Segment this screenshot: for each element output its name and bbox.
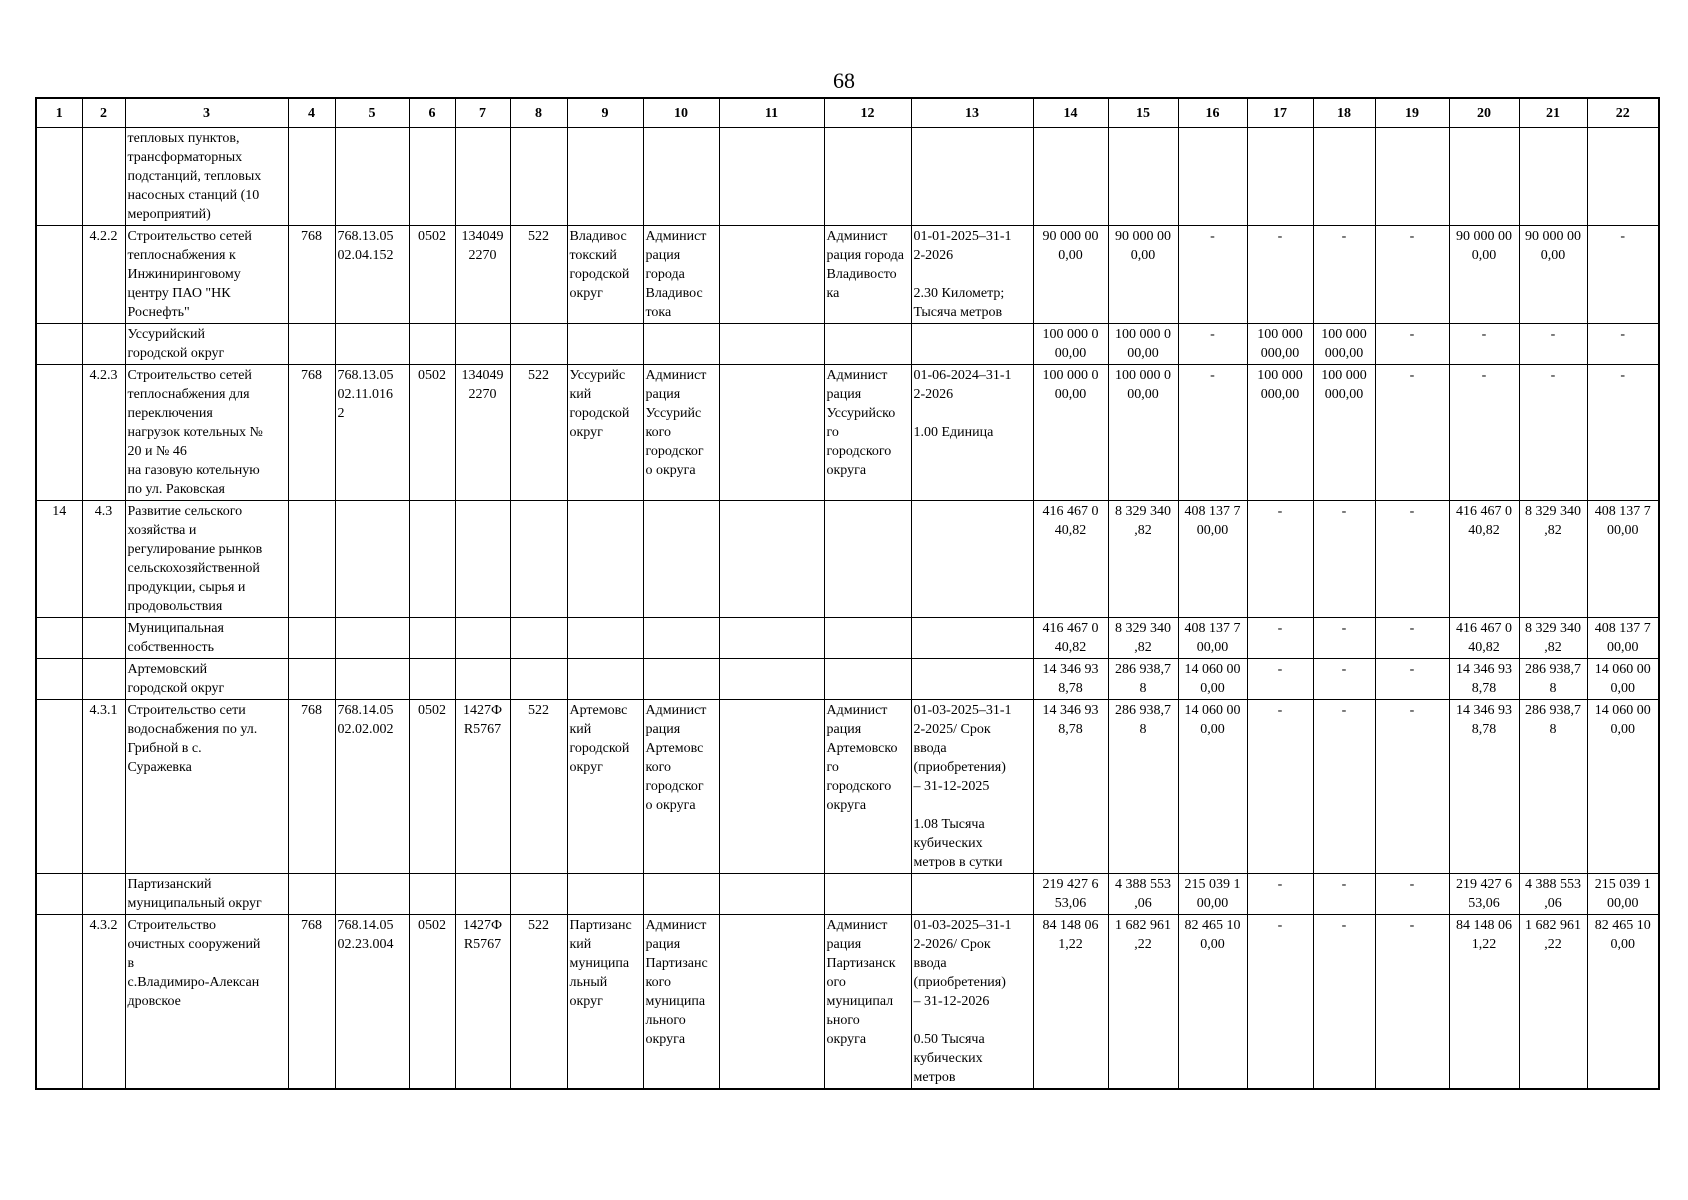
- table-cell: [36, 618, 82, 659]
- table-cell: -: [1247, 874, 1313, 915]
- column-header: 7: [455, 98, 510, 128]
- table-row: [36, 915, 1659, 1090]
- table-cell: [335, 501, 409, 618]
- table-cell: [510, 659, 567, 700]
- table-cell: [409, 128, 455, 226]
- table-cell: -: [1375, 226, 1449, 324]
- table-cell: 416 467 0 40,82: [1033, 501, 1108, 618]
- column-header: 4: [288, 98, 335, 128]
- table-cell: [1033, 128, 1108, 226]
- table-cell: [567, 659, 643, 700]
- table-cell: 4.2.3: [82, 365, 125, 501]
- table-cell: [82, 128, 125, 226]
- table-cell: -: [1178, 365, 1247, 501]
- table-cell: -: [1247, 618, 1313, 659]
- table-cell: [82, 659, 125, 700]
- column-header: 8: [510, 98, 567, 128]
- table-cell: [288, 128, 335, 226]
- column-header: 11: [719, 98, 824, 128]
- budget-table: [35, 97, 1660, 1090]
- table-cell: -: [1375, 874, 1449, 915]
- table-cell: [643, 618, 719, 659]
- table-cell: 01-06-2024–31-1 2-2026 1.00 Единица: [911, 365, 1033, 501]
- table-cell: Владивос токский городской округ: [567, 226, 643, 324]
- table-cell: -: [1375, 700, 1449, 874]
- table-row: [36, 365, 1659, 501]
- table-cell: 14: [36, 501, 82, 618]
- table-cell: [36, 324, 82, 365]
- table-cell: 408 137 7 00,00: [1178, 618, 1247, 659]
- table-cell: [824, 618, 911, 659]
- table-cell: 4.3: [82, 501, 125, 618]
- table-cell: [1449, 128, 1519, 226]
- table-row: [36, 874, 1659, 915]
- table-cell: 416 467 0 40,82: [1449, 501, 1519, 618]
- table-cell: -: [1313, 501, 1375, 618]
- table-cell: 8 329 340 ,82: [1519, 618, 1587, 659]
- table-cell: -: [1313, 659, 1375, 700]
- table-cell: 14 060 00 0,00: [1587, 700, 1659, 874]
- table-cell: [335, 128, 409, 226]
- table-cell: [455, 618, 510, 659]
- table-cell: [643, 128, 719, 226]
- column-header: 1: [36, 98, 82, 128]
- table-cell: Артемовс кий городской округ: [567, 700, 643, 874]
- table-cell: 100 000 0 00,00: [1108, 324, 1178, 365]
- table-cell: [719, 128, 824, 226]
- table-cell: [36, 659, 82, 700]
- table-cell: [409, 501, 455, 618]
- table-cell: [335, 874, 409, 915]
- table-cell: Партизанский муниципальный округ: [125, 874, 288, 915]
- table-cell: [719, 915, 824, 1090]
- table-cell: тепловых пунктов, трансформаторных подстанций, тепловых насосных станций (10 мероприятий): [125, 128, 288, 226]
- table-cell: 4.3.2: [82, 915, 125, 1090]
- table-cell: [288, 324, 335, 365]
- table-cell: 8 329 340 ,82: [1108, 501, 1178, 618]
- table-cell: [719, 659, 824, 700]
- table-cell: [409, 324, 455, 365]
- table-cell: 215 039 1 00,00: [1587, 874, 1659, 915]
- column-header: 22: [1587, 98, 1659, 128]
- table-cell: 0502: [409, 226, 455, 324]
- table-cell: 1 682 961 ,22: [1519, 915, 1587, 1090]
- table-cell: 14 060 00 0,00: [1178, 700, 1247, 874]
- table-cell: -: [1178, 324, 1247, 365]
- table-cell: -: [1449, 365, 1519, 501]
- table-cell: [455, 501, 510, 618]
- table-cell: [1375, 128, 1449, 226]
- table-cell: [1108, 128, 1178, 226]
- table-cell: 522: [510, 226, 567, 324]
- table-cell: [288, 501, 335, 618]
- table-cell: Строительство очистных сооружений в с.Владимиро-Алексан дровское: [125, 915, 288, 1090]
- table-cell: -: [1375, 915, 1449, 1090]
- column-header: 20: [1449, 98, 1519, 128]
- table-cell: 100 000 000,00: [1247, 324, 1313, 365]
- table-cell: Уссурийс кий городской округ: [567, 365, 643, 501]
- table-row: [36, 618, 1659, 659]
- table-cell: [824, 128, 911, 226]
- column-header: 17: [1247, 98, 1313, 128]
- table-cell: [288, 618, 335, 659]
- table-cell: [510, 501, 567, 618]
- column-header: 14: [1033, 98, 1108, 128]
- table-cell: [455, 874, 510, 915]
- table-cell: -: [1247, 700, 1313, 874]
- table-cell: 82 465 10 0,00: [1587, 915, 1659, 1090]
- table-cell: -: [1313, 874, 1375, 915]
- table-row: [36, 324, 1659, 365]
- table-cell: -: [1375, 618, 1449, 659]
- table-cell: 14 346 93 8,78: [1033, 700, 1108, 874]
- table-cell: -: [1178, 226, 1247, 324]
- table-cell: [510, 874, 567, 915]
- table-cell: 522: [510, 915, 567, 1090]
- table-cell: [409, 618, 455, 659]
- table-cell: [455, 324, 510, 365]
- table-cell: [82, 618, 125, 659]
- table-cell: [1519, 128, 1587, 226]
- table-cell: -: [1247, 226, 1313, 324]
- table-cell: 90 000 00 0,00: [1033, 226, 1108, 324]
- table-cell: Развитие сельского хозяйства и регулирование рынков сельскохозяйственной продукции, сырья и продовольствия: [125, 501, 288, 618]
- table-cell: 768: [288, 365, 335, 501]
- column-header: 13: [911, 98, 1033, 128]
- column-header: 19: [1375, 98, 1449, 128]
- table-cell: [567, 618, 643, 659]
- column-header: 15: [1108, 98, 1178, 128]
- table-cell: [719, 501, 824, 618]
- table-cell: Админист рация города Владивос тока: [643, 226, 719, 324]
- table-cell: [567, 128, 643, 226]
- table-cell: 82 465 10 0,00: [1178, 915, 1247, 1090]
- table-cell: 1427Ф R5767: [455, 915, 510, 1090]
- table-cell: [911, 659, 1033, 700]
- table-cell: [455, 128, 510, 226]
- table-cell: 408 137 7 00,00: [1587, 618, 1659, 659]
- table-cell: [824, 501, 911, 618]
- table-cell: [643, 324, 719, 365]
- table-cell: Артемовский городской округ: [125, 659, 288, 700]
- table-cell: 100 000 000,00: [1247, 365, 1313, 501]
- table-cell: [567, 324, 643, 365]
- table-cell: [36, 915, 82, 1090]
- table-cell: [455, 659, 510, 700]
- table-cell: -: [1587, 324, 1659, 365]
- table-cell: [36, 128, 82, 226]
- table-cell: 14 346 93 8,78: [1449, 700, 1519, 874]
- table-cell: [1313, 128, 1375, 226]
- table-cell: 1 682 961 ,22: [1108, 915, 1178, 1090]
- table-cell: 14 060 00 0,00: [1587, 659, 1659, 700]
- table-cell: 100 000 0 00,00: [1108, 365, 1178, 501]
- table-cell: 768.13.05 02.11.016 2: [335, 365, 409, 501]
- column-header: 18: [1313, 98, 1375, 128]
- table-cell: 01-01-2025–31-1 2-2026 2.30 Километр; Тысяча метров: [911, 226, 1033, 324]
- table-cell: 0502: [409, 700, 455, 874]
- table-cell: Админист рация Артемовс кого городског о округа: [643, 700, 719, 874]
- table-cell: 215 039 1 00,00: [1178, 874, 1247, 915]
- table-row: [36, 501, 1659, 618]
- table-cell: 768.14.05 02.02.002: [335, 700, 409, 874]
- table-cell: 0502: [409, 915, 455, 1090]
- table-cell: [824, 659, 911, 700]
- table-cell: [643, 501, 719, 618]
- table-cell: [510, 324, 567, 365]
- table-cell: 100 000 0 00,00: [1033, 324, 1108, 365]
- table-cell: Уссурийский городской округ: [125, 324, 288, 365]
- table-cell: 219 427 6 53,06: [1449, 874, 1519, 915]
- table-cell: Админист рация Уссурийс кого городског о округа: [643, 365, 719, 501]
- table-cell: [911, 874, 1033, 915]
- table-cell: 286 938,7 8: [1108, 659, 1178, 700]
- table-cell: -: [1313, 915, 1375, 1090]
- table-cell: -: [1247, 915, 1313, 1090]
- table-cell: -: [1449, 324, 1519, 365]
- column-header: 21: [1519, 98, 1587, 128]
- table-cell: [409, 874, 455, 915]
- table-cell: 14 060 00 0,00: [1178, 659, 1247, 700]
- table-cell: 90 000 00 0,00: [1108, 226, 1178, 324]
- table-cell: -: [1587, 365, 1659, 501]
- table-cell: 4.2.2: [82, 226, 125, 324]
- table-cell: [911, 618, 1033, 659]
- table-cell: 408 137 7 00,00: [1587, 501, 1659, 618]
- table-cell: [510, 128, 567, 226]
- table-cell: [1587, 128, 1659, 226]
- page-number: 68: [833, 68, 855, 93]
- table-cell: 100 000 0 00,00: [1033, 365, 1108, 501]
- table-cell: [82, 324, 125, 365]
- table-cell: -: [1247, 501, 1313, 618]
- table-cell: Админист рация Артемовско го городского округа: [824, 700, 911, 874]
- table-cell: 408 137 7 00,00: [1178, 501, 1247, 618]
- table-cell: 01-03-2025–31-1 2-2026/ Срок ввода (приобретения) – 31-12-2026 0.50 Тысяча кубических метров: [911, 915, 1033, 1090]
- table-cell: -: [1519, 365, 1587, 501]
- table-cell: [719, 226, 824, 324]
- table-cell: [824, 324, 911, 365]
- table-cell: Партизанс кий муниципа льный округ: [567, 915, 643, 1090]
- table-cell: 522: [510, 700, 567, 874]
- table-cell: 416 467 0 40,82: [1449, 618, 1519, 659]
- table-cell: Строительство сетей теплоснабжения для переключения нагрузок котельных № 20 и № 46 на газовую котельную по ул. Раковская: [125, 365, 288, 501]
- table-cell: Админист рация Уссурийско го городского округа: [824, 365, 911, 501]
- column-header: 6: [409, 98, 455, 128]
- column-header: 5: [335, 98, 409, 128]
- table-cell: 14 346 93 8,78: [1033, 659, 1108, 700]
- table-cell: 219 427 6 53,06: [1033, 874, 1108, 915]
- table-cell: Админист рация Партизанск ого муниципал ьного округа: [824, 915, 911, 1090]
- table-cell: [719, 874, 824, 915]
- table-cell: 100 000 000,00: [1313, 324, 1375, 365]
- table-cell: [288, 659, 335, 700]
- table-cell: [335, 618, 409, 659]
- table-cell: 134049 2270: [455, 365, 510, 501]
- column-header: 2: [82, 98, 125, 128]
- header-row: [36, 98, 1659, 128]
- table-cell: 4 388 553 ,06: [1108, 874, 1178, 915]
- table-cell: [911, 324, 1033, 365]
- column-header: 12: [824, 98, 911, 128]
- table-cell: 8 329 340 ,82: [1108, 618, 1178, 659]
- table-cell: [824, 874, 911, 915]
- table-row: [36, 659, 1659, 700]
- table-cell: [335, 324, 409, 365]
- table-cell: -: [1519, 324, 1587, 365]
- table-cell: Строительство сетей теплоснабжения к Инжиниринговому центру ПАО "НК Роснефть": [125, 226, 288, 324]
- table-cell: 286 938,7 8: [1519, 659, 1587, 700]
- table-cell: 1427Ф R5767: [455, 700, 510, 874]
- table-cell: 768: [288, 915, 335, 1090]
- table-cell: 84 148 06 1,22: [1033, 915, 1108, 1090]
- table-cell: [1178, 128, 1247, 226]
- table-cell: [82, 874, 125, 915]
- table-cell: -: [1375, 659, 1449, 700]
- table-cell: 01-03-2025–31-1 2-2025/ Срок ввода (приобретения) – 31-12-2025 1.08 Тысяча кубических метров в сутки: [911, 700, 1033, 874]
- table-cell: [911, 128, 1033, 226]
- table-cell: -: [1587, 226, 1659, 324]
- table-cell: [36, 874, 82, 915]
- table-cell: 14 346 93 8,78: [1449, 659, 1519, 700]
- table-row: [36, 226, 1659, 324]
- table-cell: [719, 618, 824, 659]
- table-cell: 4 388 553 ,06: [1519, 874, 1587, 915]
- table-cell: 4.3.1: [82, 700, 125, 874]
- table-cell: 90 000 00 0,00: [1519, 226, 1587, 324]
- table-cell: Админист рация Партизанс кого муниципа льного округа: [643, 915, 719, 1090]
- table-cell: [719, 324, 824, 365]
- table-cell: [36, 365, 82, 501]
- table-cell: [510, 618, 567, 659]
- table-cell: [643, 659, 719, 700]
- table-row: [36, 128, 1659, 226]
- table-cell: -: [1247, 659, 1313, 700]
- table-cell: 8 329 340 ,82: [1519, 501, 1587, 618]
- table-cell: 768.14.05 02.23.004: [335, 915, 409, 1090]
- table-cell: Строительство сети водоснабжения по ул. Грибной в с. Суражевка: [125, 700, 288, 874]
- table-cell: [567, 501, 643, 618]
- table-cell: [335, 659, 409, 700]
- table-cell: -: [1313, 700, 1375, 874]
- table-cell: 134049 2270: [455, 226, 510, 324]
- table-cell: 286 938,7 8: [1108, 700, 1178, 874]
- table-cell: [36, 226, 82, 324]
- table-cell: 84 148 06 1,22: [1449, 915, 1519, 1090]
- table-cell: 100 000 000,00: [1313, 365, 1375, 501]
- table-cell: Муниципальная собственность: [125, 618, 288, 659]
- table-cell: 768.13.05 02.04.152: [335, 226, 409, 324]
- table-cell: 768: [288, 700, 335, 874]
- table-cell: 522: [510, 365, 567, 501]
- table-cell: -: [1313, 618, 1375, 659]
- table-cell: [288, 874, 335, 915]
- table-cell: 90 000 00 0,00: [1449, 226, 1519, 324]
- table-cell: 416 467 0 40,82: [1033, 618, 1108, 659]
- table-cell: [567, 874, 643, 915]
- table-cell: [719, 700, 824, 874]
- column-header: 10: [643, 98, 719, 128]
- column-header: 9: [567, 98, 643, 128]
- table-cell: [36, 700, 82, 874]
- table-cell: [409, 659, 455, 700]
- column-header: 3: [125, 98, 288, 128]
- table-cell: [643, 874, 719, 915]
- table-cell: 768: [288, 226, 335, 324]
- table-cell: [719, 365, 824, 501]
- table-cell: [911, 501, 1033, 618]
- column-header: 16: [1178, 98, 1247, 128]
- table-row: [36, 700, 1659, 874]
- table-cell: 286 938,7 8: [1519, 700, 1587, 874]
- table-cell: -: [1375, 501, 1449, 618]
- table-cell: -: [1375, 365, 1449, 501]
- table-cell: Админист рация города Владивосто ка: [824, 226, 911, 324]
- table-cell: [1247, 128, 1313, 226]
- table-cell: -: [1375, 324, 1449, 365]
- table-cell: 0502: [409, 365, 455, 501]
- table-cell: -: [1313, 226, 1375, 324]
